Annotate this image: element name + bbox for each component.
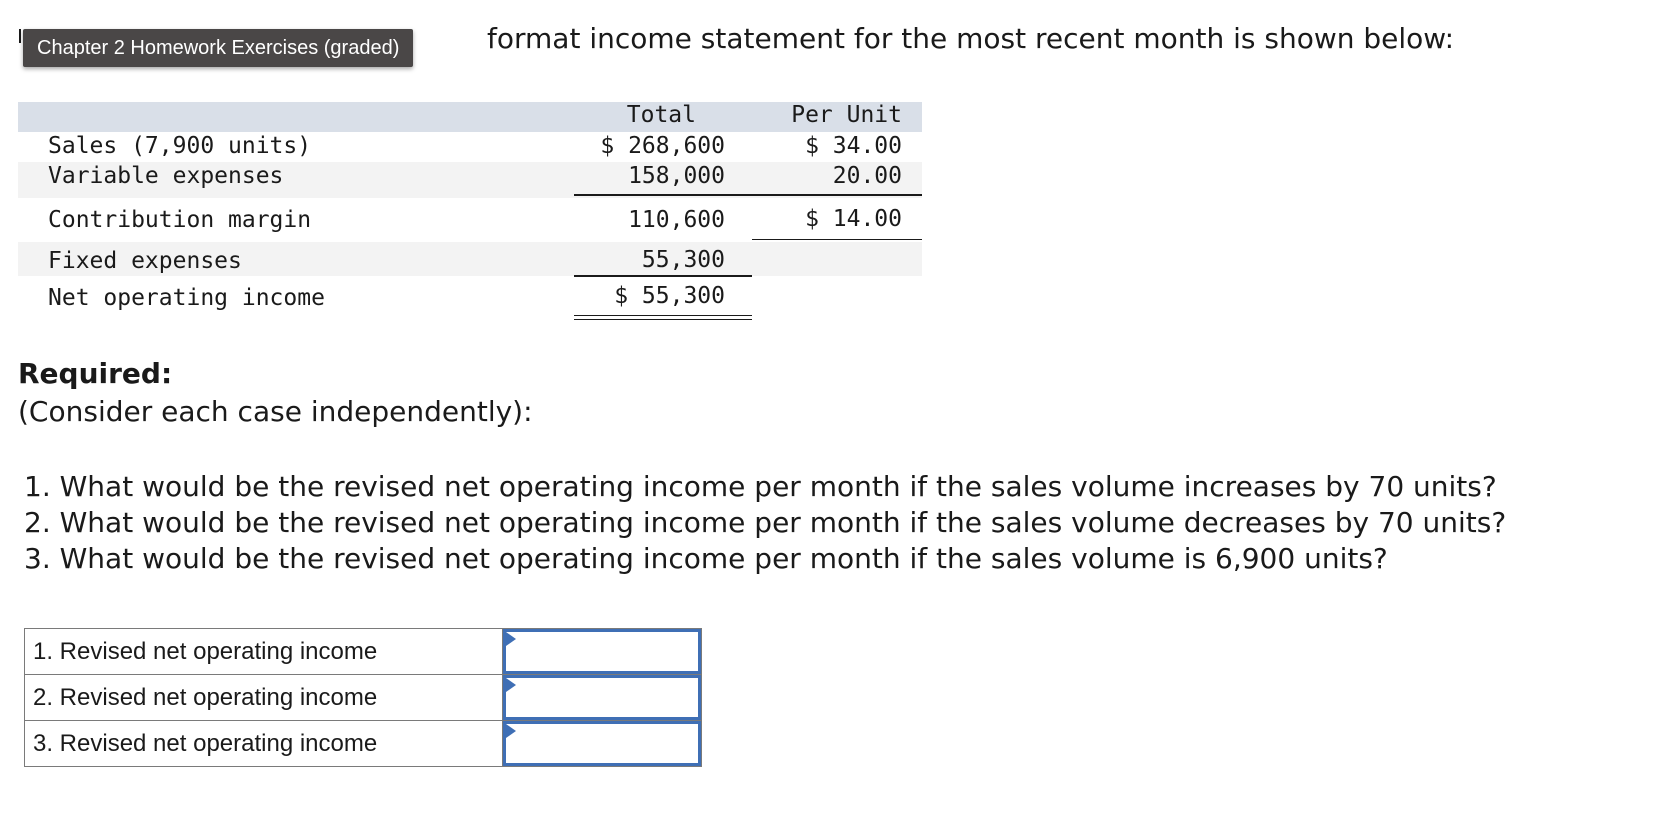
required-subheading: (Consider each case independently): [18, 395, 533, 428]
header-per-unit: Per Unit [791, 102, 902, 128]
assignment-tooltip: Chapter 2 Homework Exercises (graded) [23, 29, 413, 67]
input-flag-icon [506, 632, 516, 646]
row-total: 110,600 [628, 207, 725, 233]
statement-row-contribution-margin [18, 198, 922, 242]
row-label: Sales (7,900 units) [48, 133, 312, 159]
row-label: Contribution margin [48, 207, 312, 233]
answer-label-1: 1. Revised net operating income [25, 629, 503, 675]
input-flag-icon [506, 724, 516, 738]
row-per-unit: $ 34.00 [805, 133, 902, 159]
statement-row-net-operating-income [18, 277, 922, 317]
answer-cell-3 [503, 721, 702, 767]
statement-row-variable-expenses [18, 162, 922, 198]
answer-input-1[interactable] [503, 629, 701, 674]
question-3: 3. What would be the revised net operating income per month if the sales volume is 6,900 units? [24, 542, 1388, 575]
row-label: Fixed expenses [48, 248, 242, 274]
row-total: 158,000 [628, 163, 725, 189]
text-cursor [19, 29, 21, 43]
question-2: 2. What would be the revised net operating income per month if the sales volume decreases by 70 units? [24, 506, 1507, 539]
answer-cell-1 [503, 629, 702, 675]
statement-row-fixed-expenses [18, 242, 922, 276]
row-total: 55,300 [641, 247, 725, 273]
answer-label-3: 3. Revised net operating income [25, 721, 503, 767]
row-per-unit: $ 14.00 [805, 206, 902, 232]
answer-table [24, 628, 702, 767]
answer-cell-2 [503, 675, 702, 721]
answer-label-2: 2. Revised net operating income [25, 675, 503, 721]
row-total: $ 55,300 [614, 283, 725, 309]
row-label: Net operating income [48, 285, 325, 311]
answer-row-3 [25, 721, 702, 767]
answer-input-3[interactable] [503, 721, 701, 766]
statement-header-row [18, 102, 922, 132]
row-label: Variable expenses [48, 163, 284, 189]
statement-row-sales [18, 132, 922, 162]
question-1: 1. What would be the revised net operating income per month if the sales volume increases by 70 units? [24, 470, 1497, 503]
row-total: $ 268,600 [600, 133, 725, 159]
intro-text: format income statement for the most recent month is shown below: [487, 22, 1455, 55]
double-underline-net-income [574, 315, 752, 320]
answer-row-2 [25, 675, 702, 721]
header-total: Total [626, 102, 696, 128]
question-list [24, 469, 1506, 577]
underline-per-unit [752, 194, 922, 196]
row-per-unit: 20.00 [832, 163, 902, 189]
input-flag-icon [506, 678, 516, 692]
answer-input-2[interactable] [503, 675, 701, 720]
answer-row-1 [25, 629, 702, 675]
required-heading: Required: [18, 357, 173, 390]
underline-total [574, 194, 752, 196]
